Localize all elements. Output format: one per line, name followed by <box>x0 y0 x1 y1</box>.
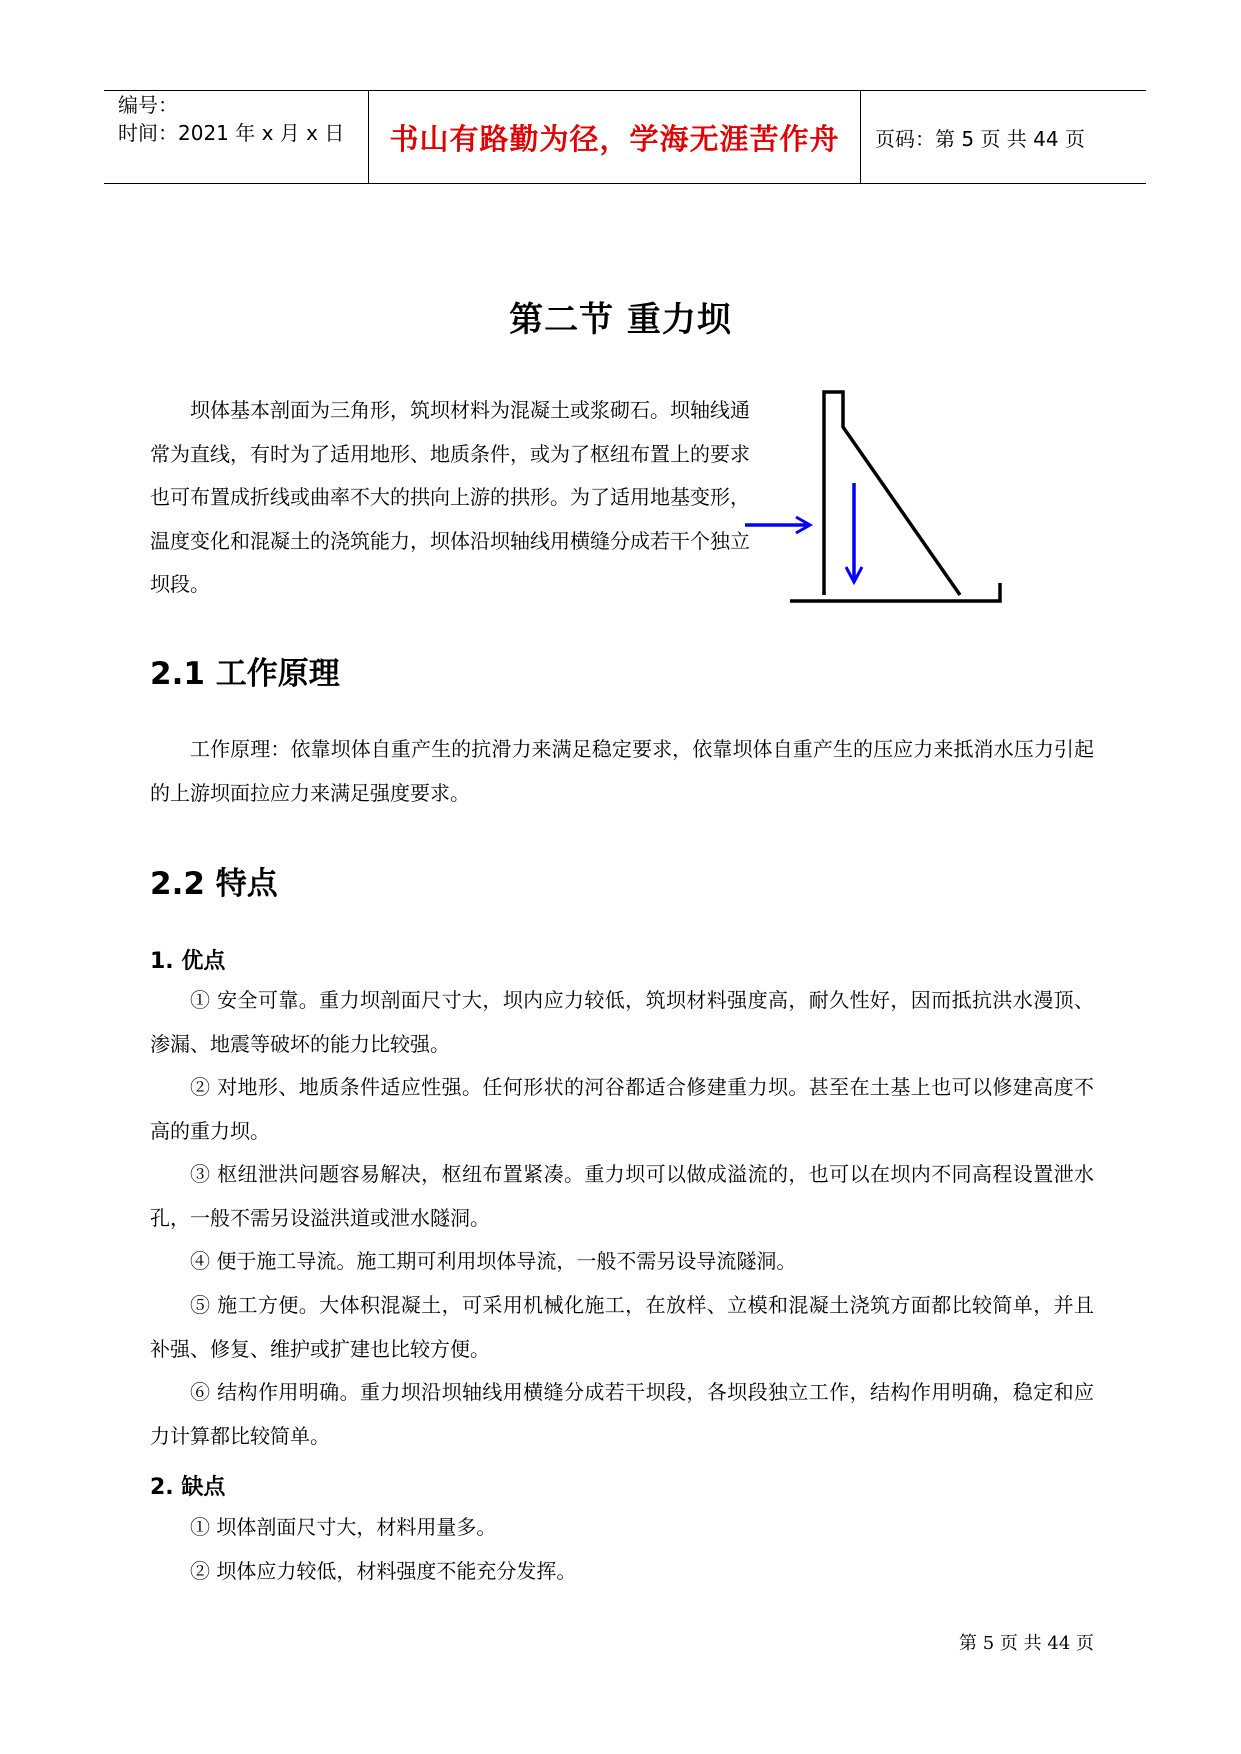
advantage-item: ② 对地形、地质条件适应性强。任何形状的河谷都适合修建重力坝。甚至在土基上也可以修建高度不高的重力坝。 <box>150 1075 1094 1143</box>
heading-features: 2.2 特点 <box>150 866 278 902</box>
advantage-item: ⑤ 施工方便。大体积混凝土，可采用机械化施工，在放样、立模和混凝土浇筑方面都比较简单，并且补强、修复、维护或扩建也比较方便。 <box>150 1293 1094 1361</box>
foundation-line <box>790 583 1000 601</box>
heading-disadvantages: 2. 缺点 <box>150 1475 226 1500</box>
dam-profile <box>790 392 1000 601</box>
gravity-dam-diagram <box>740 385 1020 615</box>
header-page-cell <box>861 91 1146 183</box>
header-info-cell <box>104 91 369 183</box>
self-weight-arrow <box>846 483 862 582</box>
heading-working-principle: 2.1 工作原理 <box>150 656 340 692</box>
advantage-item: ④ 便于施工导流。施工期可利用坝体导流，一般不需另设导流隧洞。 <box>190 1249 797 1273</box>
advantage-item: ③ 枢纽泄洪问题容易解决，枢纽布置紧凑。重力坝可以做成溢流的，也可以在坝内不同高程设置泄水孔，一般不需另设溢洪道或泄水隧洞。 <box>150 1162 1094 1230</box>
page-footer: 第 5 页 共 44 页 <box>959 1633 1094 1654</box>
header-motto-cell <box>369 91 861 183</box>
working-principle-paragraph: 工作原理：依靠坝体自重产生的抗滑力来满足稳定要求，依靠坝体自重产生的压应力来抵消水压力引起的上游坝面拉应力来满足强度要求。 <box>150 737 1094 805</box>
document-time-label: 时间：2021 年 x 月 x 日 <box>118 121 345 145</box>
advantage-item: ⑥ 结构作用明确。重力坝沿坝轴线用横缝分成若干坝段，各坝段独立工作，结构作用明确，稳定和应力计算都比较简单。 <box>150 1380 1094 1448</box>
section-title: 第二节 重力坝 <box>509 300 732 340</box>
advantage-item: ① 安全可靠。重力坝剖面尺寸大，坝内应力较低，筑坝材料强度高，耐久性好，因而抵抗洪水漫顶、渗漏、地震等破坏的能力比较强。 <box>150 988 1094 1056</box>
page-header <box>104 90 1146 184</box>
header-page-label: 页码：第 5 页 共 44 页 <box>875 126 1085 151</box>
heading-advantages: 1. 优点 <box>150 949 226 974</box>
disadvantage-item: ① 坝体剖面尺寸大，材料用量多。 <box>190 1515 497 1539</box>
water-pressure-arrow <box>745 517 810 533</box>
document-number-label: 编号： <box>118 93 178 117</box>
dam-outline <box>824 392 960 595</box>
intro-paragraph: 坝体基本剖面为三角形，筑坝材料为混凝土或浆砌石。坝轴线通常为直线，有时为了适用地形、地质条件，或为了枢纽布置上的要求也可布置成折线或曲率不大的拱向上游的拱形。为了适用地基变形，温度变化和混凝土的浇筑能力，坝体沿坝轴线用横缝分成若干个独立坝段。 <box>150 398 750 596</box>
header-motto: 书山有路勤为径，学海无涯苦作舟 <box>389 121 840 156</box>
disadvantage-item: ② 坝体应力较低，材料强度不能充分发挥。 <box>190 1559 577 1583</box>
